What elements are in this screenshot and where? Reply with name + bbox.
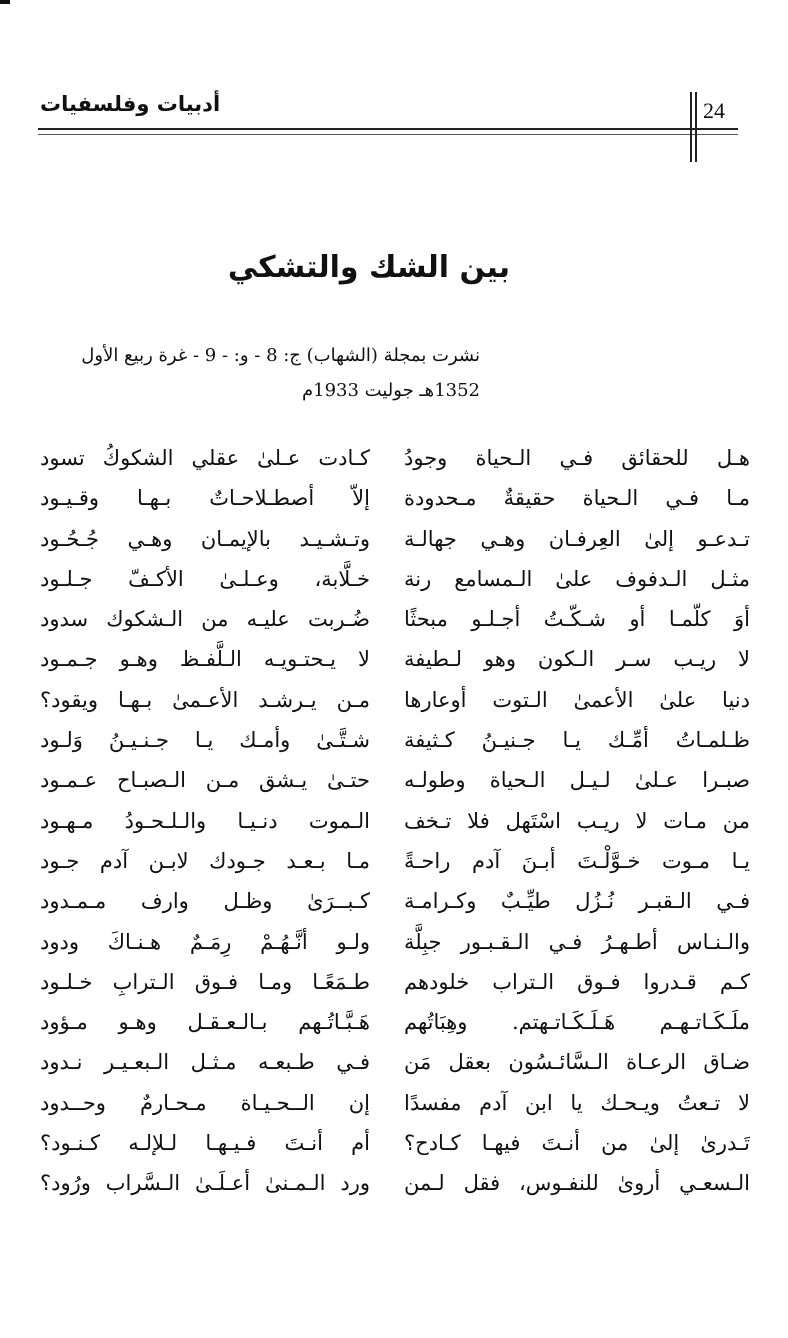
verse-column-right (404, 438, 750, 1204)
verse-line: فـي طـبعـه مـثـل الـبعـيـر نـدود (40, 1050, 370, 1075)
scan-edge-mark (0, 0, 10, 4)
verse-line: الـسعـي أروىٰ للنفـوس، فقل لـمن (404, 1171, 750, 1196)
header-rule (38, 128, 738, 130)
verse-line: مثـل الـدفوف علىٰ الـمسامع رنة (404, 566, 750, 591)
page-number: 24 (703, 98, 725, 123)
verse-line: مـن يـرشـد الأعـمىٰ بـهـا ويقود؟ (40, 687, 370, 712)
verse-line: لا يـحتـويـه الـلَّفـظ وهـو جـمـود (40, 647, 370, 672)
verse-line: ظـلمـاتُ أمِّـك يـا جـنيـنُ كـثيفة (404, 728, 750, 753)
verse-line: تَـدرىٰ إلىٰ من أنـتَ فيهـا كـادح؟ (404, 1131, 750, 1156)
verse-line: ولـو أنَّـهُـمْ رِمَـمٌ هـنـاكَ ودود (40, 929, 370, 954)
verse-line: دنيا علىٰ الأعمىٰ الـتوت أوعارها (404, 687, 750, 712)
verse-line: صبـرا عـلىٰ لـيـل الـحياة وطولـه (404, 768, 750, 793)
verse-line: ملَـكَـاتـهـم هَـلَـكَـاتـهتم. وهِبَاتُهم (404, 1010, 750, 1035)
verse-line: الـموت دنـيـا والـلـحـودُ مـهـود (40, 808, 370, 833)
poem-title: بين الشك والتشكي (227, 250, 510, 285)
verse-line: لا ريـب سـر الـكون وهو لـطيفة (404, 647, 750, 672)
publication-date: 1352هـ جوليت 1933م (301, 380, 480, 401)
verse-line: ضُـربت عليـه من الـشكوك سدود (40, 607, 370, 632)
verse-line: من مـات لا ريـب اسْتَهل فلا تـخف (404, 808, 750, 833)
verse-line: يـا مـوت خـوَّلْـتَ أبـنَ آدم راحـةً (404, 848, 750, 873)
header-rule-thin (38, 134, 738, 135)
verse-line: هـل للحقائق فـي الـحياة وجودُ (404, 446, 750, 470)
verse-line: إلاّ أصطـلاحـاتٌ بـهـا وقـيـود (40, 486, 370, 511)
running-header-title: أدبيات وفلسفيات (40, 92, 221, 116)
verse-line: لا تـعتُ ويـحـك يا ابن آدم مفسدًا (404, 1090, 750, 1115)
verse-line: هَـبَّـاتُـهم بـالـعـقـل وهـو مـؤود (40, 1010, 370, 1035)
verse-line: مـا بـعـد جـودك لابـن آدم جـود (40, 848, 370, 873)
verse-line: طـمَعًـا ومـا فـوق الـترابِ خـلـود (40, 969, 370, 994)
verse-line: تـدعـو إلىٰ العِرفـان وهـي جهالـة (404, 526, 750, 551)
verse-line: أم أنـتَ فـيـهـا لـلإلـه كـنـود؟ (40, 1131, 370, 1156)
verse-line: كـم قـدروا فـوق الـتراب خلودهم (404, 969, 750, 994)
verse-line: كـادت عـلىٰ عقلي الشكوكُ تسود (40, 446, 370, 470)
verse-line: مـا فـي الـحياة حقيقةٌ مـحدودة (404, 486, 750, 511)
verse-line: خـلَّابة، وعـلـىٰ الأكـفّ جـلـود (40, 566, 370, 591)
verse-line: أوَ كلّمـا أو شـكّـتُ أجـلـو مبحثًا (404, 607, 750, 632)
header-vertical-rule (690, 92, 692, 162)
verse-line: وتـشـيـد بالإيمـان وهـي جُـحُـود (40, 526, 370, 551)
verse-line: شـتَّـىٰ وأمـك يـا جـنـيـنُ وَلـود (40, 728, 370, 753)
verse-line: فـي الـقبـر نُـزُل طيِّـبٌ وكـرامـة (404, 889, 750, 914)
verse-line: ورد الـمـنىٰ أعـلَـىٰ الـسَّراب ورُود؟ (40, 1171, 370, 1196)
verse-line: ضـاق الرعـاة الـسَّائـسُون بعقل مَن (404, 1050, 750, 1075)
verse-line: إن الــحـيـاة مـحـارمٌ وحــدود (40, 1090, 370, 1115)
verse-line: والـنـاس أطـهـرُ فـي الـقـبـور جبِلَّة (404, 929, 750, 954)
publication-note: نشرت بمجلة (الشهاب) ج: 8 - و: - 9 - غرة ربيع الأول (81, 345, 480, 366)
header-vertical-rule (695, 92, 697, 162)
verse-column-left (40, 438, 370, 1204)
verse-line: حتـىٰ يـشق مـن الـصبـاح عـمـود (40, 768, 370, 793)
verse-line: كـبــرَىٰ وظـل وارف مـمـدود (40, 889, 370, 914)
